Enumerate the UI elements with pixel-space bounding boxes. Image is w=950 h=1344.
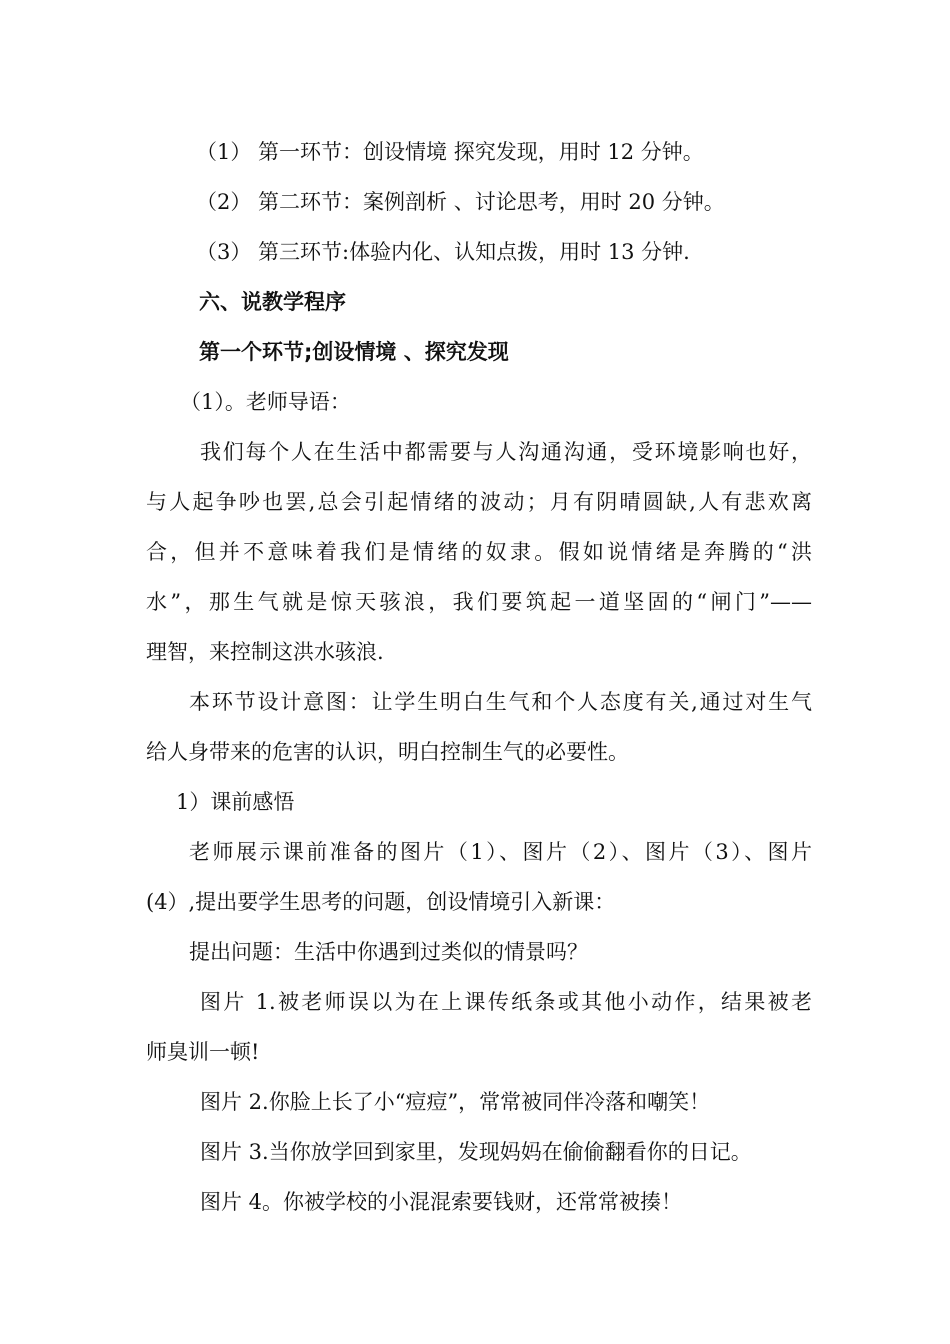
- picture-item-3: 图片 3.当你放学回到家里，发现妈妈在偷偷翻看你的日记。: [200, 1140, 752, 1164]
- schedule-item-3: （3） 第三环节:体验内化、认知点拨，用时 13 分钟.: [196, 240, 690, 264]
- picture-item-2: 图片 2.你脸上长了小“痘痘”，常常被同伴冷落和嘲笑！: [200, 1090, 711, 1114]
- picture-item-4: 图片 4。你被学校的小混混索要钱财，还常常被揍！: [200, 1190, 683, 1214]
- section-heading: 六、说教学程序: [199, 290, 346, 314]
- picture-item-1: 图片 1.被老师误以为在上课传纸条或其他小动作，结果被老: [200, 990, 812, 1014]
- picture-item-1-cont: 师臭训一顿!: [146, 1040, 260, 1064]
- intro-label: （1）。老师导语：: [180, 390, 351, 414]
- question-line: 提出问题：生活中你遇到过类似的情景吗？: [189, 940, 588, 964]
- paragraph-line: 与人起争吵也罢,总会引起情绪的波动；月有阴晴圆缺,人有悲欢离: [146, 490, 812, 514]
- schedule-item-1: （1） 第一环节：创设情境 探究发现，用时 12 分钟。: [196, 140, 704, 164]
- subsection-label: 1）课前感悟: [176, 790, 295, 814]
- paragraph-line: 水”，那生气就是惊天骇浪，我们要筑起一道坚固的“闸门”——: [146, 590, 812, 614]
- schedule-item-2: （2） 第二环节：案例剖析 、讨论思考，用时 20 分钟。: [196, 190, 725, 214]
- design-intent-line: 本环节设计意图：让学生明白生气和个人态度有关,通过对生气: [189, 690, 812, 714]
- paragraph-line: (4）,提出要学生思考的问题，创设情境引入新课：: [146, 890, 616, 914]
- subsection-heading: 第一个环节;创设情境 、探究发现: [199, 340, 509, 364]
- paragraph-line: 老师展示课前准备的图片（1）、图片（2）、图片（3）、图片: [189, 840, 812, 864]
- paragraph-line: 我们每个人在生活中都需要与人沟通沟通，受环境影响也好，: [200, 440, 812, 464]
- paragraph-line: 合，但并不意味着我们是情绪的奴隶。假如说情绪是奔腾的“洪: [146, 540, 812, 564]
- design-intent-line: 给人身带来的危害的认识，明白控制生气的必要性。: [146, 740, 629, 764]
- paragraph-line: 理智，来控制这洪水骇浪.: [146, 640, 384, 664]
